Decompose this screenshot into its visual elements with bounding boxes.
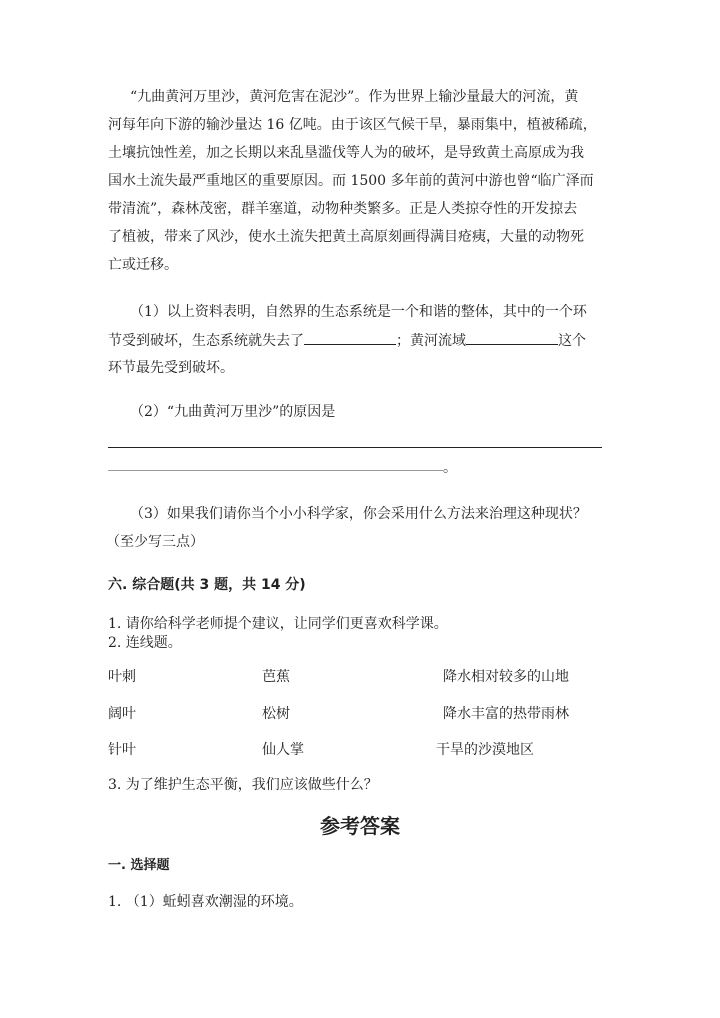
question-text: 2. 连线题。 bbox=[108, 635, 182, 651]
section-heading: 六. 综合题(共 3 题，共 14 分) bbox=[108, 577, 306, 593]
question-text: （至少写三点） bbox=[106, 534, 204, 550]
matching-item: 阔叶 bbox=[108, 706, 136, 722]
period: 。 bbox=[443, 460, 457, 476]
question-text: 节受到破坏，生态系统就失去了 bbox=[108, 333, 304, 349]
question-text: （2）“九曲黄河万里沙”的原因是 bbox=[130, 404, 336, 420]
passage-line: 亡或迁移。 bbox=[108, 257, 178, 273]
answer-blank[interactable] bbox=[466, 330, 558, 345]
matching-item: 干旱的沙漠地区 bbox=[436, 742, 534, 758]
question-text: 3. 为了维护生态平衡，我们应该做些什么？ bbox=[108, 777, 378, 793]
answer-key-title: 参考答案 bbox=[320, 814, 400, 838]
passage-line: “九曲黄河万里沙，黄河危害在泥沙”。作为世界上输沙量最大的河流，黄 bbox=[130, 89, 579, 105]
matching-item: 降水丰富的热带雨林 bbox=[443, 706, 569, 722]
matching-item: 仙人掌 bbox=[262, 742, 304, 758]
question-text: （3）如果我们请你当个小小科学家，你会采用什么方法来治理这种现状？ bbox=[130, 506, 587, 522]
passage-line: 国水土流失最严重地区的重要原因。而 1500 多年前的黄河中游也曾“临广泽而 bbox=[108, 173, 594, 189]
question-text-with-blanks bbox=[108, 330, 586, 351]
matching-item: 松树 bbox=[262, 706, 290, 722]
passage-line: 带清流”，森林茂密，群羊塞道，动物种类繁多。正是人类掠夺性的开发掠去 bbox=[108, 201, 578, 217]
answer-blank[interactable] bbox=[304, 330, 396, 345]
question-text: （1）以上资料表明，自然界的生态系统是一个和谐的整体，其中的一个环 bbox=[130, 304, 587, 320]
passage-line: 河每年向下游的输沙量达 16 亿吨。由于该区气候干旱，暴雨集中，植被稀疏， bbox=[108, 117, 597, 133]
question-text: ；黄河流域 bbox=[396, 333, 466, 349]
matching-item: 降水相对较多的山地 bbox=[443, 669, 569, 685]
passage-line: 土壤抗蚀性差，加之长期以来乱垦滥伐等人为的破坏，是导致黄土高原成为我 bbox=[108, 145, 584, 161]
answer-line[interactable] bbox=[108, 470, 443, 471]
matching-item: 叶刺 bbox=[108, 669, 136, 685]
question-text: 1. 请你给科学老师提个建议，让同学们更喜欢科学课。 bbox=[108, 616, 448, 632]
matching-item: 芭蕉 bbox=[262, 669, 290, 685]
answer-line[interactable] bbox=[108, 447, 602, 448]
question-text: 这个 bbox=[558, 333, 586, 349]
section-heading: 一. 选择题 bbox=[108, 858, 170, 873]
answer-text: 1. （1）蚯蚓喜欢潮湿的环境。 bbox=[108, 894, 303, 910]
matching-item: 针叶 bbox=[108, 742, 136, 758]
passage-line: 了植被，带来了风沙，使水土流失把黄土高原刻画得满目疮痍，大量的动物死 bbox=[108, 229, 584, 245]
question-text: 环节最先受到破坏。 bbox=[108, 360, 234, 376]
